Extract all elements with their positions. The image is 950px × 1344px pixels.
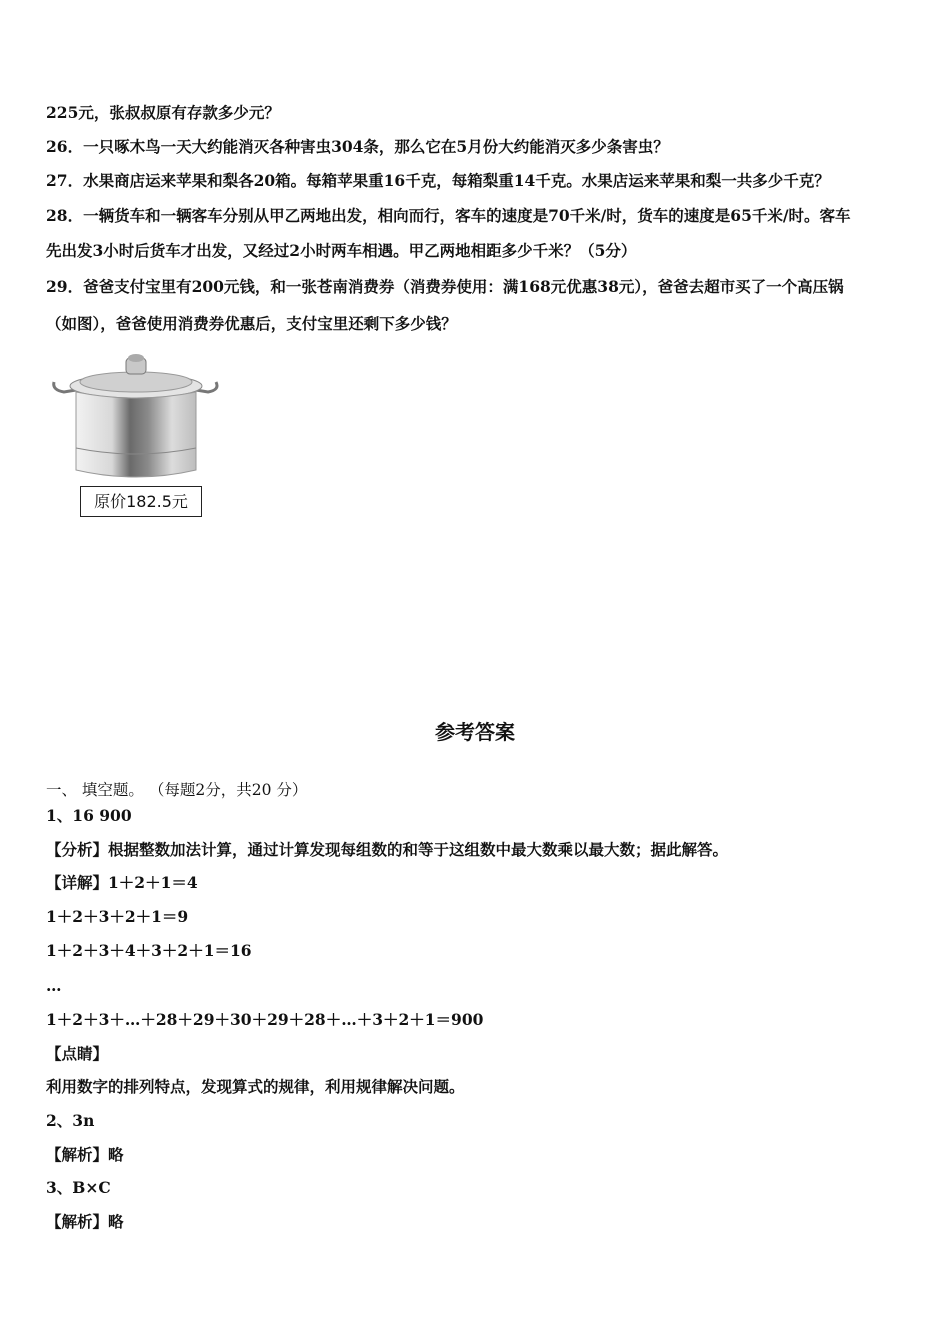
answer-1-comment: 利用数字的排列特点，发现算式的规律，利用规律解决问题。	[46, 1077, 465, 1096]
answer-1-step-2: 1＋2＋3＋2＋1＝9	[46, 907, 189, 926]
answer-1-analysis: 【分析】根据整数加法计算，通过计算发现每组数的和等于这组数中最大数乘以最大数；据此解答。	[46, 840, 729, 859]
question-29-line-2: （如图），爸爸使用消费券优惠后，支付宝里还剩下多少钱？	[46, 314, 457, 333]
question-26: 26．一只啄木鸟一天大约能消灭各种害虫304条，那么它在5月份大约能消灭多少条害虫？	[46, 137, 669, 156]
question-28-line-2: 先出发3小时后货车才出发，又经过2小时两车相遇。甲乙两地相距多少千米？（5分）	[46, 241, 637, 260]
answer-title: 参考答案	[435, 720, 515, 744]
question-25-tail: 225元，张叔叔原有存款多少元？	[46, 103, 280, 122]
question-29-line-1: 29．爸爸支付宝里有200元钱，和一张苍南消费券（消费券使用：满168元优惠38元），爸爸去超市买了一个高压锅	[46, 277, 844, 296]
answer-2-analysis: 【解析】略	[46, 1145, 124, 1164]
answer-1-ellipsis: …	[46, 976, 62, 995]
answer-3-head: 3、B×C	[46, 1178, 111, 1197]
question-27: 27．水果商店运来苹果和梨各20箱。每箱苹果重16千克，每箱梨重14千克。水果店运来苹果和梨一共多少千克？	[46, 171, 830, 190]
answer-1-comment-label: 【点睛】	[46, 1044, 109, 1063]
answer-3-analysis: 【解析】略	[46, 1212, 124, 1231]
answer-1-step-4: 1＋2＋3＋…＋28＋29＋30＋29＋28＋…＋3＋2＋1＝900	[46, 1010, 484, 1029]
answer-1-step-3: 1＋2＋3＋4＋3＋2＋1＝16	[46, 941, 252, 960]
question-28-line-1: 28．一辆货车和一辆客车分别从甲乙两地出发，相向而行，客车的速度是70千米/时，货车的速度是65千米/时。客车	[46, 206, 851, 225]
answer-2-head: 2、3n	[46, 1111, 95, 1130]
section-heading: 一、 填空题。 （每题2分，共20 分）	[46, 781, 308, 799]
pressure-cooker-icon	[50, 352, 222, 487]
price-label: 原价182.5元	[80, 486, 202, 517]
answer-1-detail: 【详解】1＋2＋1＝4	[46, 873, 198, 892]
answer-1-head: 1、16 900	[46, 806, 132, 825]
